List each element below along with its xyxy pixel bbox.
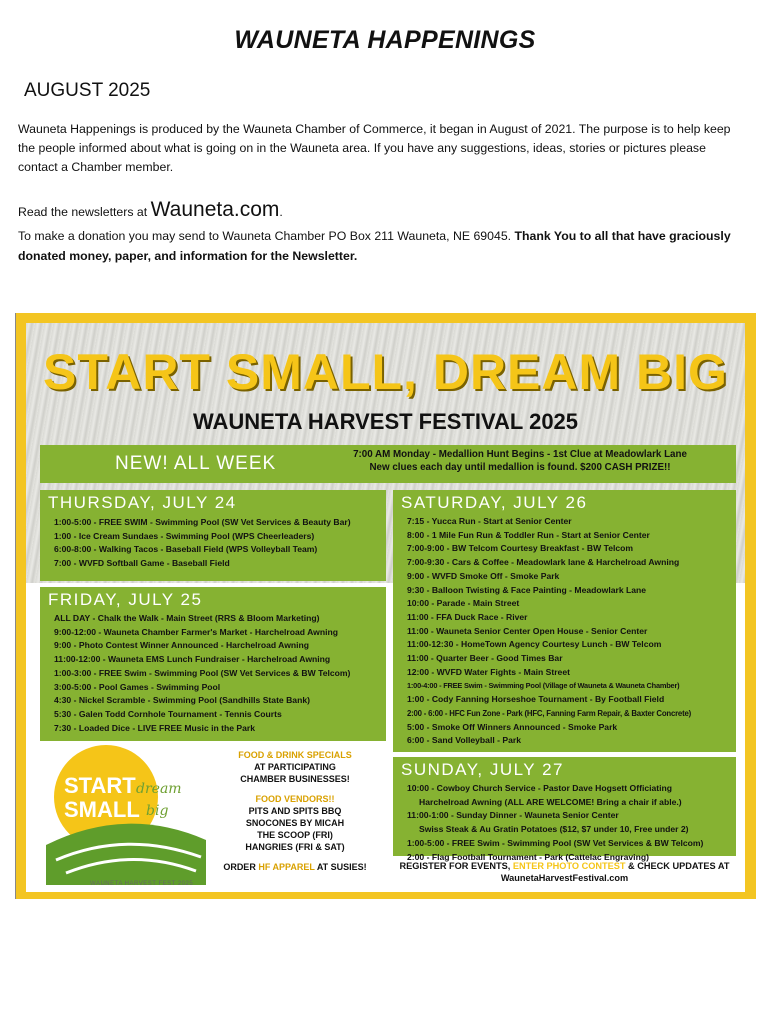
saturday-title: SATURDAY, JULY 26 — [401, 493, 588, 512]
event-item: 7:00 - WVFD Softball Game - Baseball Field — [54, 558, 230, 569]
event-item: 1:00-4:00 - FREE Swim - Swimming Pool (Village of Wauneta & Wauneta Chamber) — [407, 681, 680, 691]
logo-dream: dream — [136, 781, 182, 797]
logo-graphic — [46, 735, 206, 885]
poster-content — [26, 323, 745, 892]
event-item: 11:00 - Quarter Beer - Good Times Bar — [407, 653, 563, 664]
food-vendors-title: FOOD VENDORS!! — [255, 794, 335, 804]
all-week-line-2: New clues each day until medallion is found. $200 CASH PRIZE!! — [369, 462, 671, 473]
event-item: 6:00-8:00 - Walking Tacos - Baseball Field (WPS Volleyball Team) — [54, 544, 318, 555]
food-info — [210, 749, 380, 873]
event-item: 1:00-5:00 - FREE SWIM - Swimming Pool (SW Vet Services & Beauty Bar) — [54, 517, 351, 527]
sunday-events — [393, 782, 736, 864]
event-item: 7:00-9:00 - BW Telcom Courtesy Breakfast - BW Telcom — [407, 543, 634, 554]
event-item: 5:30 - Galen Todd Cornhole Tournament - Tennis Courts — [54, 708, 282, 719]
read-suffix: . — [279, 205, 283, 219]
event-item: Harchelroad Awning (ALL ARE WELCOME! Bring a chair if able.) — [419, 796, 682, 807]
event-item: 4:30 - Nickel Scramble - Swimming Pool (Sandhills State Bank) — [54, 695, 310, 706]
food-vendor: SNOCONES BY MICAH — [245, 818, 345, 828]
friday-events — [40, 612, 386, 735]
order-highlight: HF APPAREL — [258, 862, 315, 872]
food-specials-title: FOOD & DRINK SPECIALS — [238, 750, 352, 760]
page-title: WAUNETA HAPPENINGS — [234, 26, 536, 54]
register-line — [393, 860, 736, 872]
register-suffix: & CHECK UPDATES AT — [625, 861, 730, 871]
event-item: 9:00 - WVFD Smoke Off - Smoke Park — [407, 570, 560, 581]
event-item: ALL DAY - Chalk the Walk - Main Street (RRS & Bloom Marketing) — [54, 613, 320, 623]
all-week-label: NEW! ALL WEEK — [115, 453, 277, 474]
event-item: Swiss Steak & Au Gratin Potatoes ($12, $7 under 10, Free under 2) — [419, 824, 689, 835]
register-highlight: ENTER PHOTO CONTEST — [512, 861, 626, 871]
logo-start: START — [64, 773, 136, 798]
poster-subtitle: WAUNETA HARVEST FESTIVAL 2025 — [192, 409, 579, 434]
donation-text: To make a donation you may send to Wauneta Chamber PO Box 211 Wauneta, NE 69045. — [18, 229, 515, 243]
thursday-title: THURSDAY, JULY 24 — [48, 493, 237, 512]
event-item: 11:00 - FFA Duck Race - River — [407, 611, 528, 622]
friday-title: FRIDAY, JULY 25 — [48, 590, 203, 609]
event-item: 1:00 - Cody Fanning Horseshoe Tournament - By Football Field — [407, 694, 665, 705]
issue-month: AUGUST 2025 — [24, 80, 151, 101]
poster-headline: START SMALL, DREAM BIG — [43, 344, 728, 400]
register-info — [393, 860, 736, 884]
apparel-order-line — [210, 861, 380, 873]
order-suffix: AT SUSIES! — [314, 862, 367, 872]
read-prefix: Read the newsletters at — [18, 205, 151, 219]
event-item: 11:00 - Wauneta Senior Center Open House - Senior Center — [407, 625, 648, 636]
event-item: 1:00 - Ice Cream Sundaes - Swimming Pool (WPS Cheerleaders) — [54, 530, 315, 541]
event-item: 8:00 - 1 Mile Fun Run & Toddler Run - Start at Senior Center — [407, 529, 650, 540]
event-item: 9:00 - Photo Contest Winner Announced - Harchelroad Awning — [54, 640, 310, 651]
food-specials-line: AT PARTICIPATING — [254, 762, 336, 772]
event-item: 11:00-12:30 - HomeTown Agency Courtesy Lunch - BW Telcom — [407, 639, 662, 650]
saturday-events — [393, 515, 736, 748]
harvest-festival-poster — [15, 313, 756, 899]
all-week-text — [320, 448, 720, 474]
event-item: 1:00-5:00 - FREE Swim - Swimming Pool (SW Vet Services & BW Telcom) — [407, 837, 704, 848]
event-item: 7:15 - Yucca Run - Start at Senior Center — [407, 516, 572, 526]
website-link[interactable]: Wauneta.com — [150, 198, 280, 221]
logo-footer: WAUNETA HARVEST FEST 2025 — [90, 881, 194, 887]
sunday-title: SUNDAY, JULY 27 — [401, 760, 564, 779]
all-week-banner — [40, 445, 736, 483]
donation-paragraph — [18, 226, 748, 266]
order-prefix: ORDER — [223, 862, 259, 872]
logo-big: big — [146, 803, 169, 819]
event-item: 10:00 - Parade - Main Street — [407, 598, 520, 609]
start-small-dream-big-logo — [46, 735, 206, 885]
event-item: 9:00-12:00 - Wauneta Chamber Farmer's Market - Harchelroad Awning — [54, 626, 338, 637]
event-item: 10:00 - Cowboy Church Service - Pastor Dave Hogsett Officiating — [407, 783, 673, 793]
food-specials-line: CHAMBER BUSINESSES! — [240, 774, 350, 784]
event-item: 3:00-5:00 - Pool Games - Swimming Pool — [54, 681, 221, 692]
register-prefix: REGISTER FOR EVENTS, — [399, 861, 513, 871]
event-item: 5:00 - Smoke Off Winners Announced - Smoke Park — [407, 721, 618, 732]
food-vendor: HANGRIES (FRI & SAT) — [245, 842, 345, 852]
festival-website[interactable]: WaunetaHarvestFestival.com — [500, 873, 629, 883]
friday-schedule — [40, 587, 386, 741]
event-item: 7:00-9:30 - Cars & Coffee - Meadowlark lane & Harchelroad Awning — [407, 557, 680, 568]
event-item: 1:00-3:00 - FREE Swim - Swimming Pool (SW Vet Services & BW Telcom) — [54, 667, 351, 678]
event-item: 2:00 - Flag Football Tournament - Park (Cattelac Engraving) — [407, 851, 649, 862]
event-item: 11:00-1:00 - Sunday Dinner - Wauneta Senior Center — [407, 810, 619, 821]
all-week-line-1: 7:00 AM Monday - Medallion Hunt Begins - 1st Clue at Meadowlark Lane — [353, 449, 687, 460]
event-item: 7:30 - Loaded Dice - LIVE FREE Music in the Park — [54, 722, 256, 733]
event-item: 9:30 - Balloon Twisting & Face Painting - Meadowlark Lane — [407, 584, 647, 595]
event-item: 11:00-12:00 - Wauneta EMS Lunch Fundraiser - Harchelroad Awning — [54, 654, 331, 665]
saturday-schedule — [393, 490, 736, 752]
read-newsletters-line — [18, 198, 283, 222]
food-vendor: PITS AND SPITS BBQ — [248, 806, 342, 816]
event-item: 2:00 - 6:00 - HFC Fun Zone - Park (HFC, Fanning Farm Repair, & Baxter Concrete) — [407, 708, 691, 718]
thursday-schedule — [40, 490, 386, 581]
logo-small: SMALL — [64, 797, 140, 822]
event-item: 12:00 - WVFD Water Fights - Main Street — [407, 666, 570, 677]
sunday-schedule — [393, 757, 736, 862]
thursday-events — [40, 516, 386, 571]
food-vendor: THE SCOOP (FRI) — [257, 830, 333, 840]
event-item: 6:00 - Sand Volleyball - Park — [407, 735, 521, 746]
intro-paragraph: Wauneta Happenings is produced by the Wauneta Chamber of Commerce, it began in August of 2021. The purpose is to help keep the people informed about what is going on in the Wauneta area. If you have any suggestions, ideas, stories or pictures please contact a Chamber member. — [18, 122, 731, 174]
thank-you-text: Thank You to all that have graciously donated money, paper, and information for the Newsletter. — [18, 229, 731, 263]
